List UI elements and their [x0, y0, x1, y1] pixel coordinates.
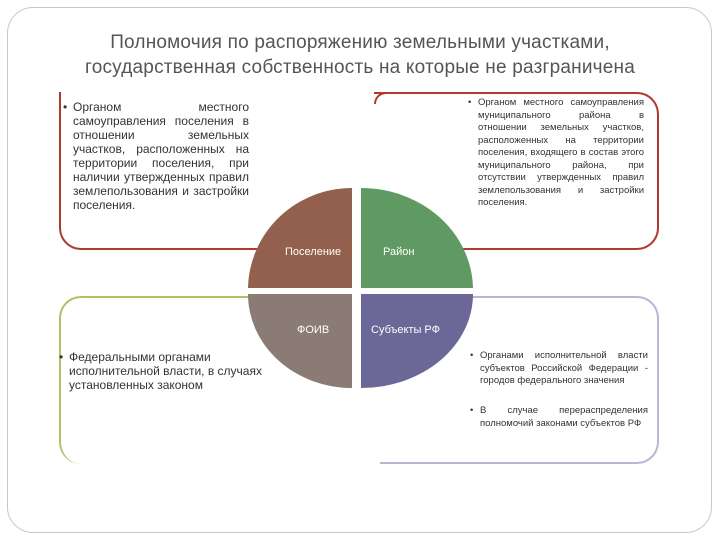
subjects-label: Субъекты РФ	[371, 324, 441, 336]
bullet-icon: •	[63, 100, 68, 114]
bullet-icon: •	[470, 405, 474, 416]
subjects-authority-description-2: В случае перераспределения полномочий законами субъектов РФ	[480, 405, 648, 429]
bullet-icon: •	[59, 350, 64, 364]
district-authority-text	[468, 97, 644, 210]
authority-pie-diagram	[240, 180, 480, 390]
foiv-authority-description: Федеральными органами исполнительной власти, в случаях установленных законом	[69, 350, 262, 392]
foiv-segment	[248, 294, 352, 388]
subjects-authority-text-1	[470, 350, 648, 388]
district-segment	[361, 188, 473, 288]
district-label: Район	[383, 246, 415, 258]
subjects-authority-description-1: Органами исполнительной власти субъектов Российской Федерации - городов федерального значения	[480, 350, 648, 386]
settlement-authority-text	[63, 100, 249, 212]
foiv-authority-text	[59, 350, 263, 392]
settlement-segment	[248, 188, 352, 288]
bullet-icon: •	[468, 97, 472, 108]
district-authority-description: Органом местного самоуправления муниципального района в отношении земельных участков, расположенных на территории поселения, входящего в состав этого муниципального района, при отсутствии утвержденных правил землепользования и застройки поселения.	[478, 97, 644, 208]
subjects-authority-text-2	[470, 405, 648, 430]
slide-title: Полномочия по распоряжению земельными участками, государственная собственность на которые не разграничена	[85, 32, 635, 78]
foiv-label: ФОИВ	[297, 324, 330, 336]
settlement-authority-description: Органом местного самоуправления поселения в отношении земельных участков, расположенных на территории поселения, при наличии утвержденных правил землепользования и застройки поселения.	[73, 100, 249, 212]
settlement-label: Поселение	[285, 246, 342, 258]
bullet-icon: •	[470, 350, 474, 361]
subjects-segment	[361, 294, 473, 388]
